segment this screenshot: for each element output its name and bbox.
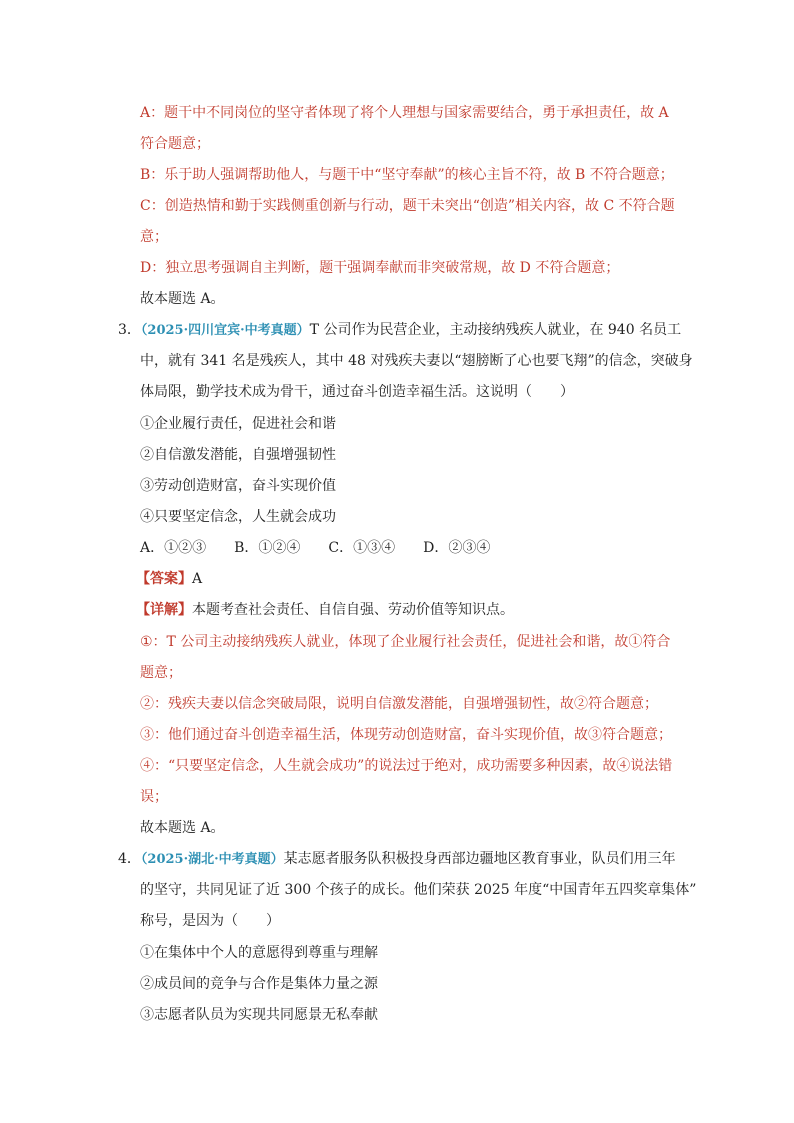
q3-options: A．①②③ B．①②④ C．①③④ D．②③④ [140,540,491,556]
q3-statement-1: ①企业履行责任，促进社会和谐 [140,416,336,432]
q4-statement-2: ②成员间的竞争与合作是集体力量之源 [140,976,378,992]
q3-explanation-3: ③：他们通过奋斗创造幸福生活，体现劳动创造财富，奋斗实现价值，故③符合题意； [140,727,672,743]
q4-statement-3: ③志愿者队员为实现共同愿景无私奉献 [140,1007,378,1023]
q3-stem-line1 [118,320,681,340]
q3-answer-label: 【答案】 [136,571,192,587]
q3-detail-label: 【详解】 [136,602,192,618]
q3-explanation-1-line2: 题意； [140,665,182,681]
q3-statement-3: ③劳动创造财富，奋斗实现价值 [140,478,336,494]
q3-explanation-2: ②：残疾夫妻以信念突破局限，说明自信激发潜能，自强增强韧性，故②符合题意； [140,696,658,712]
q3-stem-line3: 体局限，勤学技术成为骨干，通过奋斗创造幸福生活。这说明（ ） [140,384,574,400]
q3-explanation-4-line2: 误； [140,789,168,805]
q3-detail [136,600,514,620]
q2-conclusion: 故本题选 A。 [140,291,225,307]
q2-explanation-c-line1: C：创造热情和勤于实践侧重创新与行动，题干未突出“创造”相关内容，故 C 不符合题 [140,198,675,214]
q3-stem-line2: 中，就有 341 名是残疾人，其中 48 对残疾夫妻以“翅膀断了心也要飞翔”的信念，突破身 [140,353,693,369]
q3-explanation-1-line1: ①：T 公司主动接纳残疾人就业，体现了企业履行社会责任，促进社会和谐，故①符合 [140,634,671,650]
q2-explanation-a-line1: A：题干中不同岗位的坚守者体现了将个人理想与国家需要结合，勇于承担责任，故 A [140,105,669,121]
q3-stem-text1: T 公司作为民营企业，主动接纳残疾人就业，在 940 名员工 [309,322,682,338]
q4-number: 4． [118,851,141,867]
q3-answer [136,569,202,589]
q3-answer-value: A [192,571,203,587]
q2-explanation-a-line2: 符合题意； [140,136,210,152]
q3-source-tag: （2025·四川宜宾·中考真题） [140,323,310,338]
q2-explanation-d: D：独立思考强调自主判断，题干强调奉献而非突破常规，故 D 不符合题意； [140,260,620,276]
q2-explanation-c-line2: 意； [140,229,168,245]
q3-detail-text: 本题考查社会责任、自信自强、劳动价值等知识点。 [192,602,514,618]
q3-statement-4: ④只要坚定信念，人生就会成功 [140,509,336,525]
q4-stem-text1: 某志愿者服务队积极投身西部边疆地区教育事业，队员们用三年 [283,851,676,867]
q4-statement-1: ①在集体中个人的意愿得到尊重与理解 [140,945,378,961]
q4-stem-line3: 称号，是因为（ ） [140,913,280,929]
q3-conclusion: 故本题选 A。 [140,820,225,836]
q3-number: 3． [118,322,141,338]
q4-stem-line1 [118,849,676,869]
q3-explanation-4-line1: ④：“只要坚定信念，人生就会成功”的说法过于绝对，成功需要多种因素，故④说法错 [140,758,673,774]
q4-source-tag: （2025·湖北·中考真题） [140,852,284,867]
q2-explanation-b: B：乐于助人强调帮助他人，与题干中“坚守奉献”的核心主旨不符，故 B 不符合题意； [140,167,674,183]
q4-stem-line2: 的坚守，共同见证了近 300 个孩子的成长。他们荣获 2025 年度“中国青年五四奖章集体” [140,882,697,898]
q3-statement-2: ②自信激发潜能，自强增强韧性 [140,447,336,463]
